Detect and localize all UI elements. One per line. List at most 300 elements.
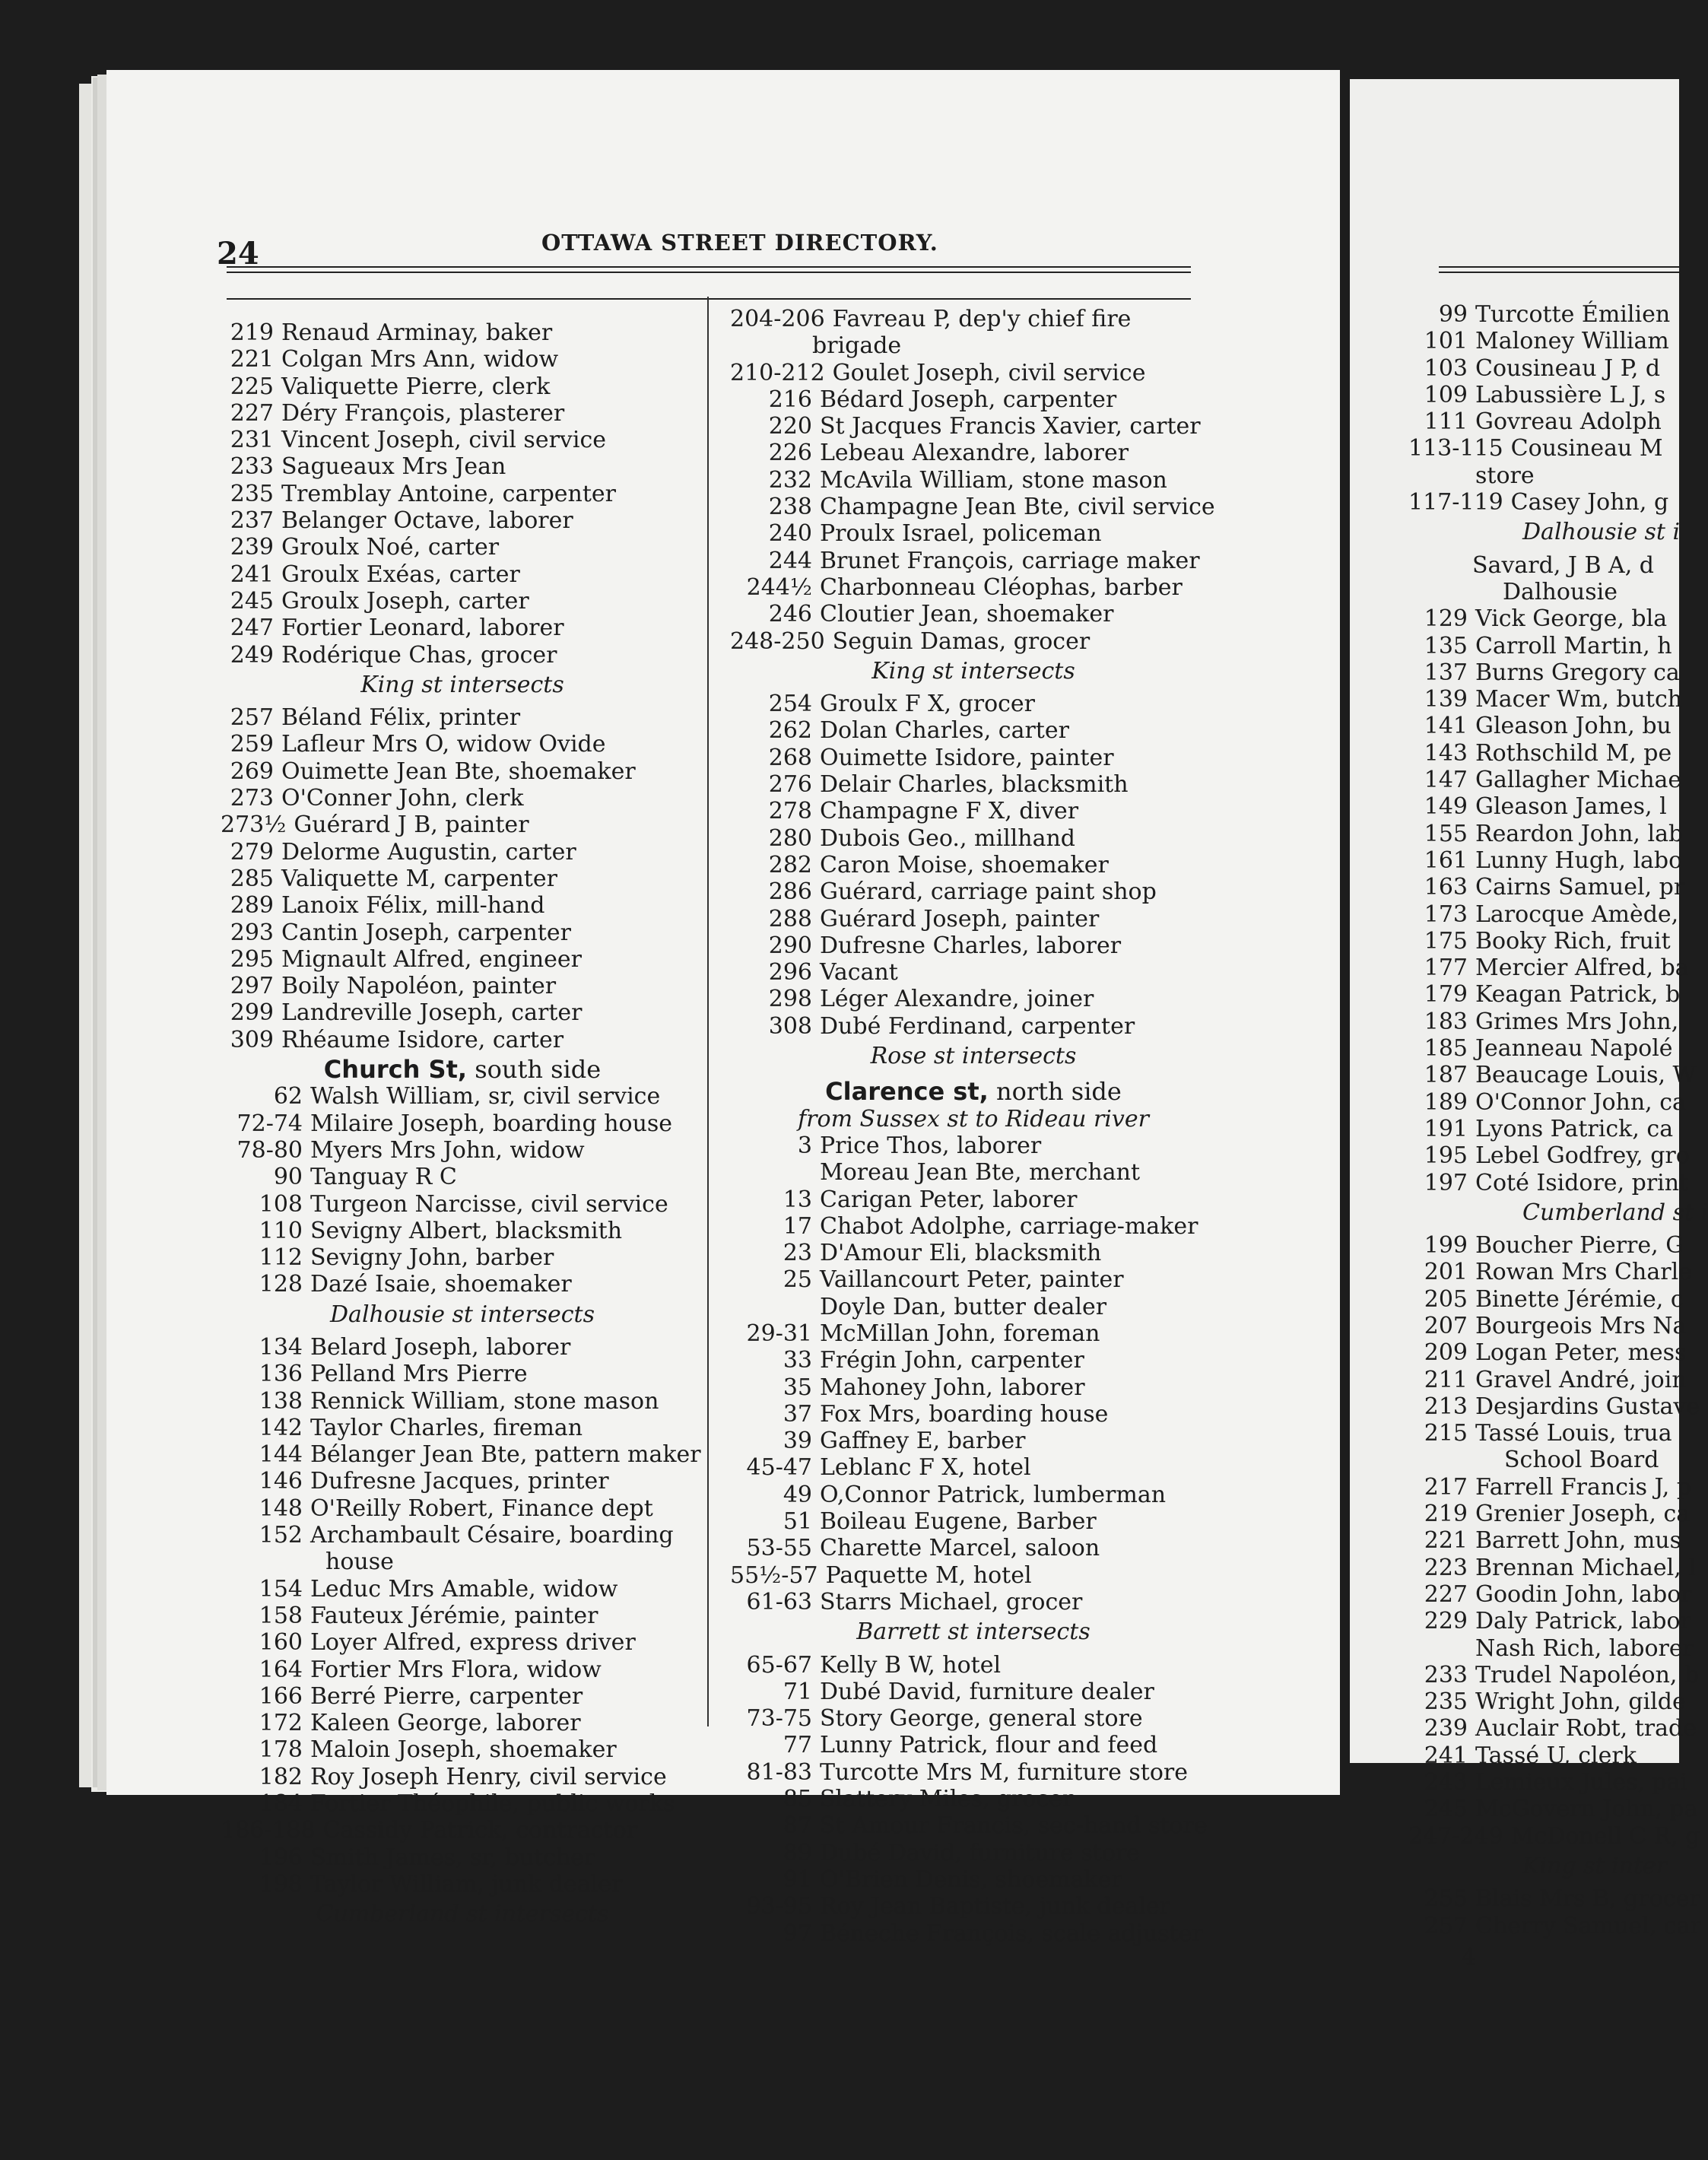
directory-entry (221, 481, 704, 507)
house-number: 221 (230, 346, 274, 373)
directory-entry (221, 1522, 704, 1549)
directory-entry (1408, 1769, 1688, 1796)
resident: Larocque Amède, (1475, 901, 1679, 928)
directory-entry (730, 1428, 1217, 1454)
directory-entry (730, 906, 1217, 932)
house-number: 244 (768, 547, 812, 574)
house-number: 177 (1424, 955, 1468, 982)
directory-entry (1408, 686, 1683, 713)
directory-entry (221, 1576, 704, 1603)
house-number: 233 (230, 453, 274, 481)
directory-entry (730, 1893, 1217, 1920)
house-number: 204-206 (730, 306, 825, 332)
resident: Lanoix Félix, mill-hand (281, 892, 545, 920)
directory-entry (730, 1159, 1217, 1186)
house-number: 78-80 (237, 1136, 303, 1164)
house-number: 288 (768, 905, 812, 932)
resident: Champagne F X, diver (820, 798, 1079, 825)
resident: McGovern John, pa (1475, 1796, 1698, 1823)
directory-entry (1408, 1009, 1679, 1035)
resident: Groulx F X, grocer (820, 691, 1036, 718)
street-heading (730, 1075, 1217, 1105)
directory-entry (730, 878, 1217, 905)
house-number: 164 (259, 1656, 303, 1683)
resident: Groulx Joseph, carter (281, 587, 529, 615)
house-number: 134 (259, 1333, 303, 1361)
directory-entry (221, 892, 704, 919)
resident: Logan Peter, mess (1475, 1339, 1687, 1367)
resident: Gaffney E, barber (820, 1428, 1026, 1455)
directory-entry (221, 1415, 704, 1441)
directory-entry (221, 642, 704, 669)
resident: Fortier Leonard, laborer (281, 615, 564, 642)
house-number: 226 (768, 440, 812, 467)
house-number: 244½ (746, 573, 812, 601)
resident: Loyer Alfred, express driver (310, 1629, 636, 1657)
directory-entry (730, 959, 1217, 986)
intersect-heading: Dalhousie st intersects (330, 1301, 595, 1328)
resident: Reardon John, lab (1475, 820, 1684, 847)
resident: Taylor William, junk dealer (310, 1870, 623, 1898)
header-rule (227, 266, 1191, 268)
resident: O'Conner John, clerk (281, 785, 524, 812)
directory-entry (1408, 633, 1679, 659)
house-number: 297 (230, 973, 274, 1000)
house-number: 129 (1424, 605, 1468, 633)
directory-entry (221, 453, 704, 480)
directory-entry (730, 520, 1217, 547)
directory-entry (1408, 1142, 1690, 1170)
house-number: 221 (1424, 1527, 1468, 1555)
resident: Charbonneau Cléophas, barber (820, 573, 1183, 601)
directory-entry (730, 825, 1217, 852)
street-heading (221, 1053, 704, 1083)
directory-entry (1408, 1035, 1679, 1062)
directory-entry (221, 1495, 704, 1522)
house-number: 219 (1424, 1501, 1468, 1528)
resident: Maloin Joseph, shoemaker (310, 1736, 617, 1764)
resident: Paquette M, hotel (825, 1561, 1032, 1589)
resident: Carroll Martin, h (1475, 632, 1672, 659)
resident: Delair Charles, blacksmith (820, 771, 1129, 799)
resident: Sagueaux Mrs Jean (281, 453, 506, 481)
column-divider (707, 297, 709, 1726)
intersect-heading: King st intersects (871, 657, 1075, 685)
resident: Dazé Isaie, shoemaker (310, 1271, 572, 1298)
intersect-heading: Dalhousie st i (1522, 519, 1681, 546)
directory-entry (221, 1110, 704, 1137)
directory-entry (730, 717, 1217, 744)
resident: Fauteux Jérémie, painter (310, 1602, 598, 1629)
street-range: from Sussex st to Rideau river (798, 1105, 1149, 1132)
directory-entry (1408, 1420, 1679, 1447)
column-1 (221, 319, 704, 1934)
house-number: 273 (230, 785, 274, 812)
column-2 (730, 306, 1217, 1947)
house-number: 279 (230, 838, 274, 866)
house-number: 231 (230, 427, 274, 454)
house-number: 186-188 (221, 1817, 316, 1844)
directory-entry (1408, 847, 1683, 874)
resident: Dufresne Jacques, printer (310, 1468, 609, 1495)
house-number: 239 (230, 534, 274, 561)
resident: Léger Alexandre, joiner (820, 986, 1094, 1013)
resident: Cloutier Jean, shoemaker (820, 601, 1114, 628)
resident: Roy Jean Baptiste, junk dealer (820, 1893, 1170, 1920)
directory-entry (221, 1468, 704, 1495)
resident: Leduc Mrs Amable, widow (310, 1575, 618, 1603)
directory-entry (730, 1013, 1217, 1040)
house-number: 227 (230, 399, 274, 427)
house-number: 160 (259, 1629, 303, 1657)
directory-entry (1408, 605, 1679, 632)
resident: Barrett John, mus (1475, 1527, 1681, 1555)
resident: Desjardins Gustave (1475, 1393, 1700, 1420)
intersect-heading: King st inter (1522, 1852, 1668, 1879)
directory-entry (1408, 1527, 1679, 1554)
house-number: 178 (259, 1736, 303, 1764)
resident: O'Brien Denis, shoemaker (820, 1866, 1122, 1893)
resident: Roy Joseph Henry, civil service (310, 1763, 667, 1790)
directory-entry (730, 1482, 1217, 1508)
directory-entry (730, 745, 1217, 771)
directory-entry (730, 1759, 1217, 1786)
directory-entry (730, 798, 1217, 824)
street-side: south side (467, 1055, 602, 1085)
house-number: 289 (230, 892, 274, 920)
house-number: 184 (259, 1790, 303, 1818)
house-number: 262 (768, 717, 812, 745)
resident: Tassé U, clerk (1475, 1742, 1637, 1769)
resident: Lunny Hugh, labo (1475, 847, 1683, 874)
directory-entry (221, 1361, 704, 1387)
resident: Burns Gregory ca (1475, 659, 1680, 686)
house-number: 161 (1424, 847, 1468, 874)
resident: Nash Rich, laborer (1475, 1634, 1694, 1662)
directory-entry (1408, 1088, 1686, 1116)
intersect-heading: King st intersects (360, 671, 564, 698)
resident: McDonell C R, g (1510, 1822, 1700, 1850)
resident: Macer Wm, butch (1475, 686, 1683, 713)
directory-entry (1408, 1634, 1694, 1662)
resident: Belard Joseph, laborer (310, 1333, 571, 1361)
directory-entry (730, 852, 1217, 878)
house-number: 146 (259, 1468, 303, 1495)
directory-entry (221, 1441, 704, 1468)
house-number: 213 (1424, 1393, 1468, 1420)
resident: Taylor Charles, fireman (310, 1414, 583, 1441)
resident: Cousineau J P, d (1475, 354, 1661, 382)
house-number: 141 (1424, 713, 1468, 740)
directory-entry (730, 1294, 1217, 1320)
header-rule (1439, 272, 1679, 273)
directory-entry (1408, 489, 1679, 516)
resident: Price Thos, laborer (820, 1132, 1042, 1159)
house-number: 243 (1424, 1769, 1468, 1796)
resident: Bourgeois Mrs Na (1475, 1312, 1687, 1339)
directory-entry (1408, 328, 1679, 354)
directory-entry (1408, 713, 1679, 739)
resident: Farrell Francis J, p (1475, 1473, 1692, 1501)
house-number: 89 (783, 1839, 812, 1866)
resident: Caron Moise, shoemaker (820, 851, 1109, 878)
house-number: 187 (1424, 1062, 1468, 1089)
directory-entry (1408, 1366, 1687, 1393)
resident: Béland Félix, printer (281, 704, 521, 732)
resident: Daly Patrick, labor (1475, 1608, 1691, 1635)
house-number: 233 (1424, 1661, 1468, 1688)
resident: Dolan Charles, carter (820, 717, 1069, 745)
house-number: 155 (1424, 820, 1468, 847)
entry-continuation: Dalhousie (1503, 578, 1618, 605)
directory-entry (221, 319, 704, 346)
resident: Guérard J B, painter (294, 812, 529, 839)
resident: Guérard, carriage paint shop (820, 878, 1157, 906)
directory-entry (730, 306, 1217, 332)
house-number: 99 (1438, 301, 1468, 328)
resident: Proulx Israel, policeman (820, 520, 1102, 548)
directory-entry (730, 1535, 1217, 1561)
resident: Slattery Miles, grocer (820, 1786, 1074, 1813)
directory-entry (221, 785, 704, 812)
resident: Belanger Octave, laborer (281, 507, 573, 535)
intersect-heading: Barrett st intersects (856, 1618, 1091, 1646)
resident: Boucher Pierre, G (1475, 1232, 1684, 1259)
directory-entry (730, 1401, 1217, 1428)
intersect-heading: Cumberland st intersects (316, 1901, 609, 1928)
resident: Carigan Peter, laborer (820, 1186, 1078, 1213)
entry-continuation: store (1475, 462, 1535, 489)
house-number: 207 (1424, 1312, 1468, 1339)
house-number: 290 (768, 932, 812, 959)
resident: Frégin John, carpenter (820, 1347, 1084, 1374)
resident: Berré Pierre, carpenter (310, 1682, 583, 1710)
resident: Mignault Alfred, engineer (281, 945, 583, 973)
resident: Cairns Samuel, pr (1475, 874, 1685, 901)
directory-entry (1408, 928, 1679, 955)
resident: Champagne Jean Bte, civil service (820, 494, 1215, 521)
resident: Landreville Joseph, carter (281, 999, 583, 1027)
house-number: 148 (259, 1495, 303, 1522)
house-number: 232 (768, 466, 812, 494)
directory-entry (221, 1218, 704, 1244)
house-number: 147 (1424, 767, 1468, 794)
house-number: 103 (1424, 354, 1468, 382)
house-number: 299 (230, 999, 274, 1027)
house-number: 163 (1424, 874, 1468, 901)
resident: Seguin Damas, grocer (832, 627, 1091, 655)
resident: Govreau Adolph (1475, 408, 1662, 436)
directory-entry (1408, 1285, 1684, 1313)
resident: McAvila William, stone mason (820, 466, 1167, 494)
resident: Rodérique Chas, grocer (281, 641, 557, 669)
house-number: 49 (783, 1481, 812, 1508)
resident: Turcotte Mrs M, furniture store (820, 1758, 1189, 1786)
resident: Gleason James, l (1475, 793, 1667, 821)
directory-entry (221, 946, 704, 973)
resident: Chabot Adolphe, carriage-maker (820, 1212, 1198, 1240)
directory-entry (730, 1920, 1217, 1947)
house-number: 239 (1424, 1715, 1468, 1742)
running-head: OTTAWA STREET DIRECTORY. (541, 230, 938, 256)
resident: Sevigny John, barber (310, 1244, 554, 1272)
directory-entry (221, 1083, 704, 1110)
resident: Mahoney John, laborer (820, 1374, 1085, 1401)
entry-continuation: School Board (1504, 1447, 1659, 1474)
house-number: 257 (1424, 1912, 1468, 1939)
resident: Dubois Geo., millhand (820, 824, 1075, 852)
resident: Bédard Joseph, carpenter (820, 386, 1117, 413)
house-number: 108 (259, 1190, 303, 1218)
directory-entry (221, 1603, 704, 1629)
resident: Gallagher Michae (1475, 767, 1682, 794)
resident: Delorme Augustin, carter (281, 838, 576, 866)
house-number: 211 (1424, 1366, 1468, 1393)
house-number: 55½-57 (730, 1561, 818, 1589)
house-number: 113-115 (1408, 435, 1503, 462)
house-number: 219 (230, 319, 274, 346)
directory-entry (1408, 1912, 1701, 1939)
house-number: 90 (273, 1164, 303, 1191)
resident: Groulx Exéas, carter (281, 561, 520, 588)
house-number: 33 (783, 1347, 812, 1374)
resident: Moreau Jean Bte, merchant (820, 1159, 1140, 1186)
house-number: 296 (768, 959, 812, 986)
house-number: 229 (1424, 1608, 1468, 1635)
resident: Ouimette Isidore, painter (820, 744, 1114, 771)
directory-entry: Savard, J B A, d (1472, 551, 1654, 579)
house-number: 61-63 (746, 1588, 812, 1615)
house-number: 196 (259, 1844, 303, 1871)
directory-entry (221, 534, 704, 561)
directory-entry (730, 986, 1217, 1012)
house-number: 220 (768, 413, 812, 440)
directory-entry (730, 440, 1217, 466)
header-rule (227, 298, 1191, 300)
house-number: 191 (1424, 1115, 1468, 1142)
resident: Colgan Mrs Ann, widow (281, 346, 559, 373)
directory-entry (221, 1191, 704, 1218)
resident: Vick George, bla (1475, 605, 1668, 633)
resident: Booky Rich, fruit (1475, 927, 1671, 955)
house-number: 255 (1424, 1885, 1468, 1913)
directory-entry (221, 1790, 704, 1817)
directory-entry (1408, 659, 1679, 686)
house-number: 199 (1424, 1232, 1468, 1259)
house-number: 276 (768, 771, 812, 799)
header-rule (227, 272, 1191, 273)
resident: Cassidy Patrick, contractor (322, 1817, 638, 1844)
house-number: 139 (1424, 686, 1468, 713)
directory-entry (221, 1710, 704, 1736)
resident: Groulx Noé, carter (281, 534, 500, 561)
house-number: 111 (1424, 408, 1468, 436)
directory-entry (730, 494, 1217, 520)
directory-entry (221, 507, 704, 534)
resident: Smith James, sr, butcher (310, 1844, 595, 1871)
resident: Maloney William (1475, 328, 1669, 355)
resident: Béneche François, scale adjuster (820, 1920, 1203, 1947)
house-number: 248-250 (730, 627, 825, 655)
house-number: 273½ (221, 812, 287, 839)
resident: Coté Isidore, print (1475, 1169, 1689, 1196)
resident: Fox Mrs, boarding house (820, 1400, 1109, 1428)
house-number: 241 (1424, 1742, 1468, 1769)
resident: Guérard Joseph, painter (820, 905, 1100, 932)
directory-entry (1408, 1661, 1700, 1688)
house-number: 198 (259, 1870, 303, 1898)
house-number: 87 (783, 1812, 812, 1840)
house-number: 298 (768, 986, 812, 1013)
resident: Vaillancourt Peter, painter (820, 1266, 1124, 1294)
resident: Leblanc F X, hotel (820, 1454, 1031, 1482)
house-number: 278 (768, 798, 812, 825)
house-number: 227 (1424, 1580, 1468, 1608)
directory-entry (221, 839, 704, 866)
house-number: 62 (273, 1083, 303, 1110)
directory-entry (1408, 1715, 1697, 1742)
house-number: 17 (783, 1212, 812, 1240)
street-name: Clarence st, (825, 1077, 989, 1107)
directory-entry (1408, 382, 1679, 408)
resident: Valiquette Pierre, clerk (281, 373, 551, 400)
house-number: 13 (783, 1186, 812, 1213)
resident: Cousineau M (1510, 435, 1663, 462)
resident: Tassé Louis, trua (1475, 1420, 1672, 1447)
house-number: 259 (230, 731, 274, 758)
entry-continuation: house (325, 1549, 394, 1576)
house-number: 235 (230, 480, 274, 507)
resident: Turgeon Narcisse, civil service (310, 1190, 668, 1218)
resident: Kelly B W, hotel (820, 1651, 1002, 1679)
house-number: 166 (259, 1682, 303, 1710)
directory-entry (1408, 1062, 1697, 1089)
directory-entry (1408, 408, 1679, 435)
house-number: 71 (783, 1678, 812, 1705)
directory-entry (730, 386, 1217, 413)
house-number: 216 (768, 386, 812, 413)
house-number: 241 (230, 561, 274, 588)
house-number: 268 (768, 744, 812, 771)
house-number: 101 (1424, 328, 1468, 355)
house-number: 53-55 (746, 1535, 812, 1562)
signature-mark: 4 (1462, 1943, 1477, 1971)
house-number: 179 (1424, 981, 1468, 1009)
directory-entry (730, 691, 1217, 717)
resident: Starrs Michael, grocer (820, 1588, 1083, 1615)
resident: Blais Mrs B, grocer (1475, 1885, 1700, 1913)
resident: Milaire Joseph, boarding house (310, 1110, 673, 1137)
directory-entry (730, 1866, 1217, 1893)
resident: Déry François, plasterer (281, 399, 565, 427)
house-number: 254 (768, 691, 812, 718)
header-rule (1439, 266, 1679, 268)
directory-entry (1408, 820, 1684, 847)
house-number: 249 (230, 641, 274, 669)
resident: Gleason John, bu (1475, 713, 1671, 740)
house-number: 143 (1424, 739, 1468, 767)
directory-entry (1408, 1796, 1698, 1823)
directory-entry (221, 1844, 704, 1871)
directory-entry (730, 1347, 1217, 1374)
directory-entry (730, 1266, 1217, 1293)
house-number: 223 (1424, 1554, 1468, 1581)
directory-entry (1408, 1822, 1700, 1850)
resident: Ouimette Jean Bte, shoemaker (281, 758, 636, 785)
resident: O'Reilly Robert, Finance dept (310, 1495, 653, 1522)
house-number: 293 (230, 919, 274, 946)
house-number: 109 (1424, 381, 1468, 408)
